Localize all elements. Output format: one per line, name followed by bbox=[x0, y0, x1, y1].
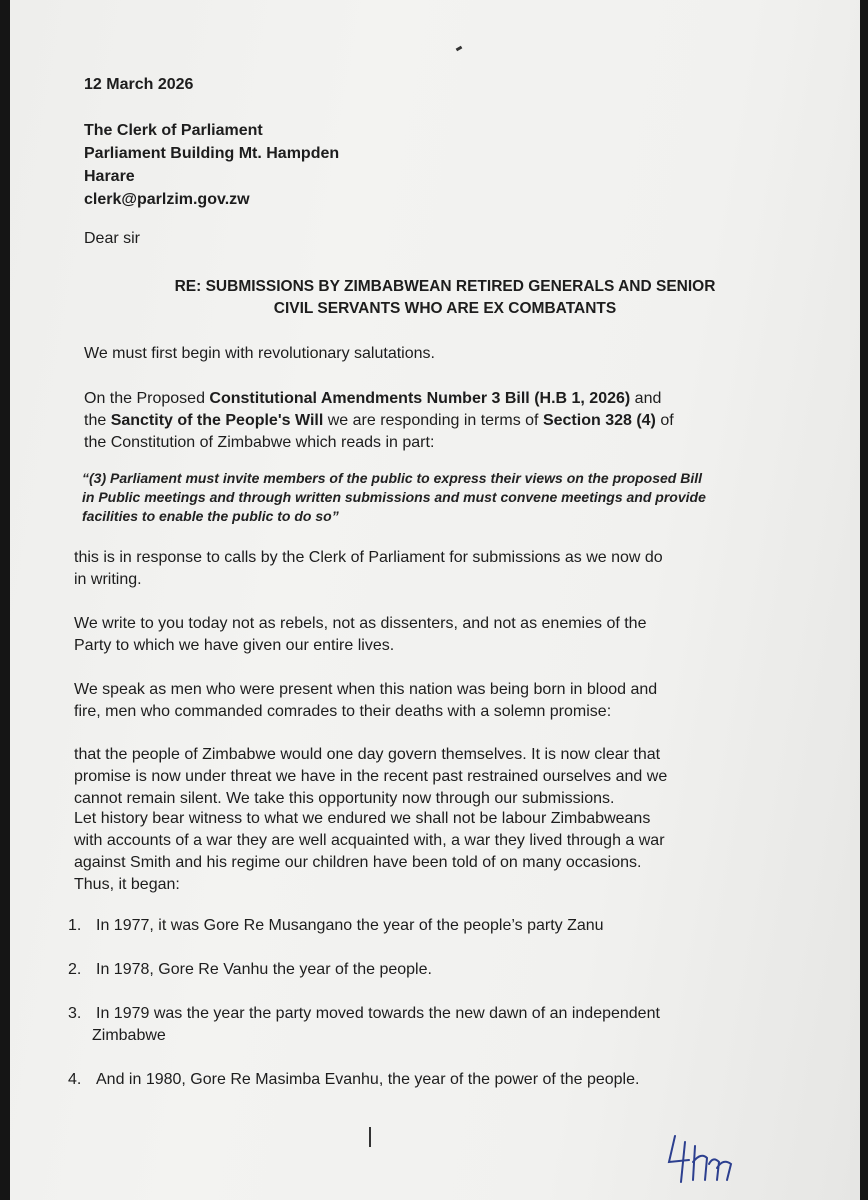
opening-paragraph: We must first begin with revolutionary salutations. bbox=[84, 345, 435, 362]
history-paragraph-line-4: Let history bear witness to what we endured we shall not be labour Zimbabweans bbox=[74, 810, 651, 827]
response-paragraph-line-2: in writing. bbox=[74, 571, 142, 588]
letter-date: 12 March 2026 bbox=[84, 76, 194, 93]
list-item-1978: In 1978, Gore Re Vanhu the year of the people. bbox=[96, 961, 432, 978]
history-paragraph-line-3: cannot remain silent. We take this opportunity now through our submissions. bbox=[74, 790, 615, 807]
history-paragraph-line-1: that the people of Zimbabwe would one day govern themselves. It is now clear that bbox=[74, 746, 661, 763]
constitution-quote-line-3: facilities to enable the public to do so” bbox=[82, 508, 339, 524]
list-item-1977: In 1977, it was Gore Re Musangano the year of the people’s party Zanu bbox=[96, 917, 604, 934]
paragraph-bill-line-2: the Sanctity of the People's Will we are responding in terms of Section 328 (4) of bbox=[84, 412, 674, 429]
list-item-1979-line-1: In 1979 was the year the party moved towards the new dawn of an independent bbox=[96, 1005, 660, 1022]
sanctity-phrase: Sanctity of the People's Will bbox=[110, 412, 324, 429]
list-number: 3. bbox=[68, 1005, 82, 1022]
history-paragraph-line-6: against Smith and his regime our children have been told of on many occasions. bbox=[74, 854, 642, 871]
speak-as-men-paragraph-line-1: We speak as men who were present when this nation was being born in blood and bbox=[74, 681, 658, 698]
letter-page bbox=[10, 0, 860, 1200]
not-rebels-paragraph-line-1: We write to you today not as rebels, not as dissenters, and not as enemies of the bbox=[74, 615, 647, 632]
subject-line-1: RE: SUBMISSIONS BY ZIMBABWEAN RETIRED GENERALS AND SENIOR bbox=[174, 278, 716, 295]
paragraph-bill-line-1: On the Proposed Constitutional Amendments Number 3 Bill (H.B 1, 2026) and bbox=[84, 390, 662, 407]
section-reference: Section 328 (4) bbox=[542, 412, 656, 429]
list-item-1979-line-2: Zimbabwe bbox=[92, 1027, 166, 1044]
list-number: 4. bbox=[68, 1071, 82, 1088]
not-rebels-paragraph-line-2: Party to which we have given our entire lives. bbox=[74, 637, 395, 654]
list-number: 2. bbox=[68, 961, 82, 978]
constitution-quote-line-1: “(3) Parliament must invite members of the public to express their views on the proposed Bill bbox=[82, 470, 703, 486]
history-paragraph-line-2: promise is now under threat we have in the recent past restrained ourselves and we bbox=[74, 768, 668, 785]
history-paragraph-line-7: Thus, it began: bbox=[74, 876, 180, 893]
list-number: 1. bbox=[68, 917, 82, 934]
list-item-1980: And in 1980, Gore Re Masimba Evanhu, the year of the power of the people. bbox=[96, 1071, 640, 1088]
recipient-building: Parliament Building Mt. Hampden bbox=[84, 145, 340, 162]
paragraph-bill-line-3: the Constitution of Zimbabwe which reads in part: bbox=[84, 434, 435, 451]
history-paragraph-line-5: with accounts of a war they are well acquainted with, a war they lived through a war bbox=[74, 832, 665, 849]
speak-as-men-paragraph-line-2: fire, men who commanded comrades to their deaths with a solemn promise: bbox=[74, 703, 612, 720]
pen-stroke bbox=[369, 1127, 371, 1147]
recipient-city: Harare bbox=[84, 168, 135, 185]
subject-line-2: CIVIL SERVANTS WHO ARE EX COMBATANTS bbox=[273, 300, 617, 317]
handwritten-initials bbox=[665, 1128, 745, 1188]
ink-speck bbox=[456, 46, 463, 52]
initials-signature-icon bbox=[665, 1128, 745, 1188]
salutation: Dear sir bbox=[84, 230, 141, 247]
constitution-quote-line-2: in Public meetings and through written submissions and must convene meetings and provide bbox=[82, 489, 706, 505]
recipient-title: The Clerk of Parliament bbox=[84, 122, 263, 139]
response-paragraph-line-1: this is in response to calls by the Clerk of Parliament for submissions as we now do bbox=[74, 549, 663, 566]
recipient-email: clerk@parlzim.gov.zw bbox=[84, 191, 250, 208]
bill-name: Constitutional Amendments Number 3 Bill (H.B 1, 2026) bbox=[209, 390, 631, 407]
